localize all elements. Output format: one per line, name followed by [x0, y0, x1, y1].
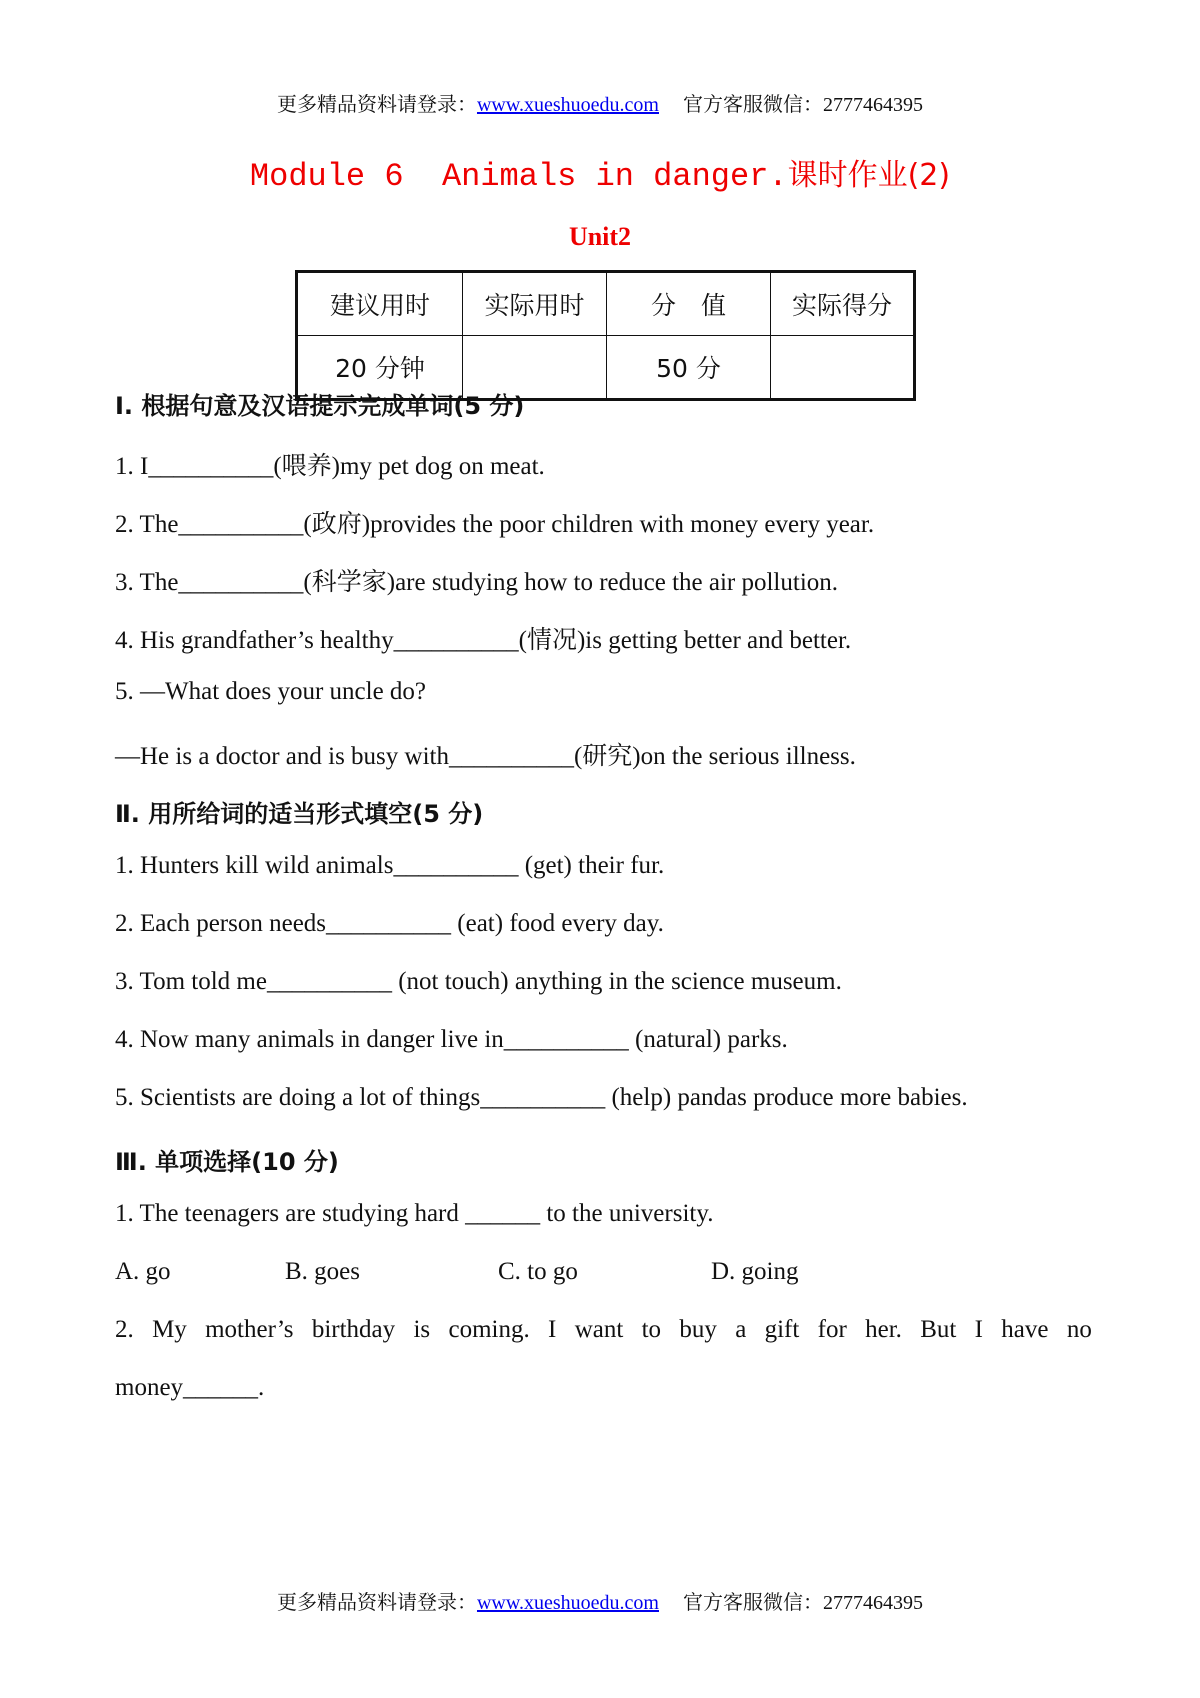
section1-heading: Ⅰ. 根据句意及汉语提示完成单词(5 分) — [115, 392, 525, 420]
page-header — [0, 88, 1200, 117]
q2-word: for — [817, 1316, 847, 1343]
score-value-points: 50 分 — [656, 354, 721, 383]
section3-question-1: 1. The teenagers are studying hard ______ to the university. — [115, 1200, 714, 1227]
q2-word: mother’s — [205, 1316, 294, 1343]
unit-subtitle: Unit2 — [568, 222, 632, 251]
section1-item-2: 2. The__________(政府)provides the poor children with money every year. — [115, 511, 875, 538]
q2-word: I — [974, 1316, 983, 1343]
section1-item-3: 3. The__________(科学家)are studying how to reduce the air pollution. — [115, 569, 839, 596]
q2-word: birthday — [311, 1316, 396, 1343]
score-header-actual-time: 实际用时 — [484, 291, 585, 320]
footer-service: 官方客服微信：2777464395 — [683, 1592, 923, 1614]
page-footer — [0, 1586, 1200, 1615]
score-header-points: 分 值 — [650, 291, 726, 320]
option-b[interactable]: B. goes — [285, 1258, 360, 1285]
section3-question-2 — [115, 1316, 1092, 1344]
section3-question-2-line2: money______. — [115, 1374, 265, 1401]
section1-item-1: 1. I__________(喂养)my pet dog on meat. — [115, 453, 545, 480]
option-c[interactable]: C. to go — [498, 1258, 578, 1285]
section2-item-2: 2. Each person needs__________ (eat) food every day. — [115, 910, 664, 937]
footer-website-link[interactable]: www.xueshuoedu.com — [476, 1592, 659, 1614]
q2-word: 2. — [115, 1316, 134, 1343]
option-d[interactable]: D. going — [711, 1258, 799, 1285]
q2-word: have — [1001, 1316, 1049, 1343]
q2-word: buy — [679, 1316, 717, 1343]
footer-prefix: 更多精品资料请登录： — [276, 1592, 477, 1614]
score-header-actual-score: 实际得分 — [791, 291, 892, 320]
q2-word: I — [548, 1316, 557, 1343]
section1-item-5-answer: —He is a doctor and is busy with__________(研究)on the serious illness. — [115, 743, 856, 770]
title-en: Module 6 Animals in danger. — [249, 158, 788, 195]
header-website-link[interactable]: www.xueshuoedu.com — [476, 94, 659, 116]
title-zh: 课时作业(2) — [787, 158, 951, 193]
section2-item-5: 5. Scientists are doing a lot of things__________ (help) pandas produce more babies. — [115, 1084, 968, 1111]
section2-item-4: 4. Now many animals in danger live in__________ (natural) parks. — [115, 1026, 788, 1053]
q2-word: want — [574, 1316, 624, 1343]
q2-word: her. — [865, 1316, 902, 1343]
score-value-suggested-time: 20 分钟 — [335, 354, 425, 383]
q2-word: coming. — [448, 1316, 530, 1343]
score-table — [295, 270, 916, 401]
section2-item-3: 3. Tom told me__________ (not touch) anything in the science museum. — [115, 968, 842, 995]
section2-heading: Ⅱ. 用所给词的适当形式填空(5 分) — [115, 800, 484, 828]
header-service: 官方客服微信：2777464395 — [683, 94, 923, 116]
q2-word: gift — [764, 1316, 800, 1343]
section1-item-5: 5. —What does your uncle do? — [115, 678, 427, 705]
q2-word: But — [920, 1316, 957, 1343]
page-title — [0, 156, 1200, 197]
q2-word: My — [152, 1316, 187, 1343]
score-table-header-row — [297, 272, 915, 336]
score-header-suggested-time: 建议用时 — [329, 291, 430, 320]
section1-item-4: 4. His grandfather’s healthy__________(情况)is getting better and better. — [115, 627, 852, 654]
q2-word: is — [413, 1316, 431, 1343]
option-a[interactable]: A. go — [115, 1258, 171, 1285]
q2-word: no — [1066, 1316, 1092, 1343]
section3-question-1-options — [115, 1258, 799, 1286]
q2-word: to — [641, 1316, 662, 1343]
section3-heading: Ⅲ. 单项选择(10 分) — [115, 1148, 339, 1176]
q2-word: a — [735, 1316, 747, 1343]
section3-question-2-line1 — [115, 1316, 1092, 1344]
header-prefix: 更多精品资料请登录： — [276, 94, 477, 116]
section2-item-1: 1. Hunters kill wild animals__________ (get) their fur. — [115, 852, 665, 879]
